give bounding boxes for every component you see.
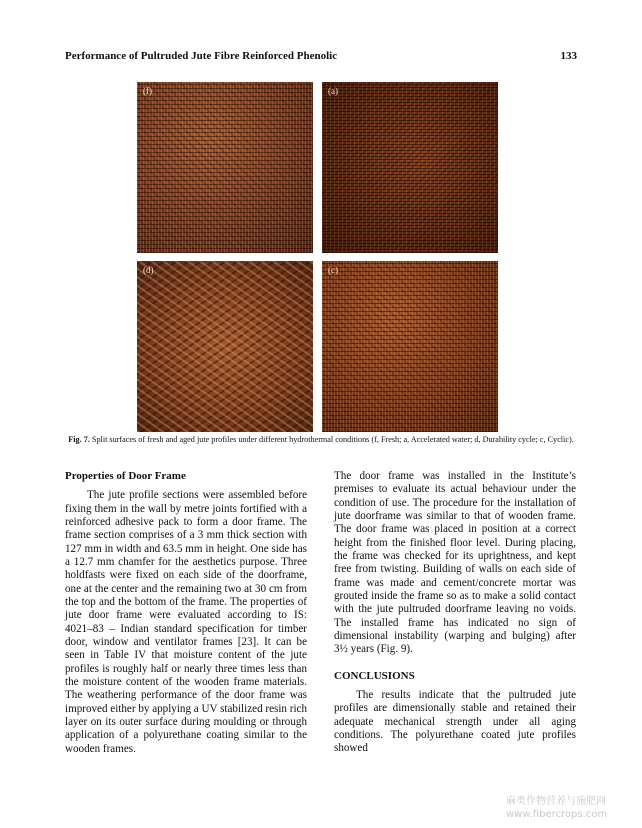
body-paragraph: The door frame was installed in the Institute’s premises to evaluate its actual behaviour under the condition of use. The procedure for the installation of jute doorframe was similar to that of wooden frame. The door frame was placed in position at a correct height from the finished floor level. During placing, the frame was checked for its uprightness, and kept free from twisting. Building of walls on each side of frame was made and cement/concrete mortar was grouted inside the frame so as to make a solid contact with the jute pultruded doorframe leaving no voids. The installed frame has indicated no sign of dimensional instability (warping and bulging) after 3½ years (Fig. 9). (334, 470, 576, 656)
running-head (65, 49, 577, 63)
section-heading: CONCLUSIONS (334, 669, 415, 682)
photo-panel-accelerated-water (322, 82, 498, 253)
panel-label: (c) (328, 265, 338, 275)
photo-panel-fresh (137, 82, 313, 253)
watermark-url: www.fibercrops.com (506, 809, 608, 820)
watermark-line: 麻类作物营养与施肥网 (506, 796, 606, 807)
figure-7 (137, 82, 498, 432)
photo-panel-cyclic (322, 261, 498, 432)
figure-caption-text: Split surfaces of fresh and aged jute profiles under different hydrothermal conditions (f, Fresh; a, Accelerated water; d, Durability cycle; c, Cyclic). (91, 435, 574, 444)
section-heading: Properties of Door Frame (65, 470, 186, 482)
site-watermark (506, 795, 642, 821)
left-column (65, 470, 307, 756)
right-column (334, 470, 576, 756)
body-paragraph: The jute profile sections were assembled before fixing them in the wall by metre joints fortified with a reinforced adhesive pack to form a door frame. The frame section comprises of a 3 mm thick section with 127 mm in width and 63.5 mm in height. One side has a 12.7 mm chamfer for the aesthetics purpose. Three holdfasts were fixed on each side of the doorframe, one at the center and the remaining two at 30 cm from the top and the bottom of the frame. The properties of jute door frame were evaluated according to IS: 4021–83 – Indian standard specification for timber door, window and ventilator frames [23]. It can be seen in Table IV that moisture content of the jute profiles is roughly half or nearly three times less than the moisture content of the wooden frame materials. The weathering performance of the door frame was improved either by applying a UV stabilized resin rich layer on its outer surface during moulding or through application of a polyurethane coating similar to the wooden frames. (65, 489, 307, 755)
panel-label: (f) (143, 86, 152, 96)
photo-panel-durability-cycle (137, 261, 313, 432)
page-number: 133 (560, 50, 577, 62)
running-title: Performance of Pultruded Jute Fibre Reinforced Phenolic (65, 50, 338, 62)
figure-caption (65, 434, 577, 446)
figure-number: Fig. 7. (68, 435, 90, 444)
body-paragraph: The results indicate that the pultruded jute profiles are dimensionally stable and retained their adequate mechanical strength under all aging conditions. The polyurethane coated jute profiles showed (334, 688, 576, 755)
panel-label: (a) (328, 86, 338, 96)
panel-label: (d) (143, 265, 154, 275)
